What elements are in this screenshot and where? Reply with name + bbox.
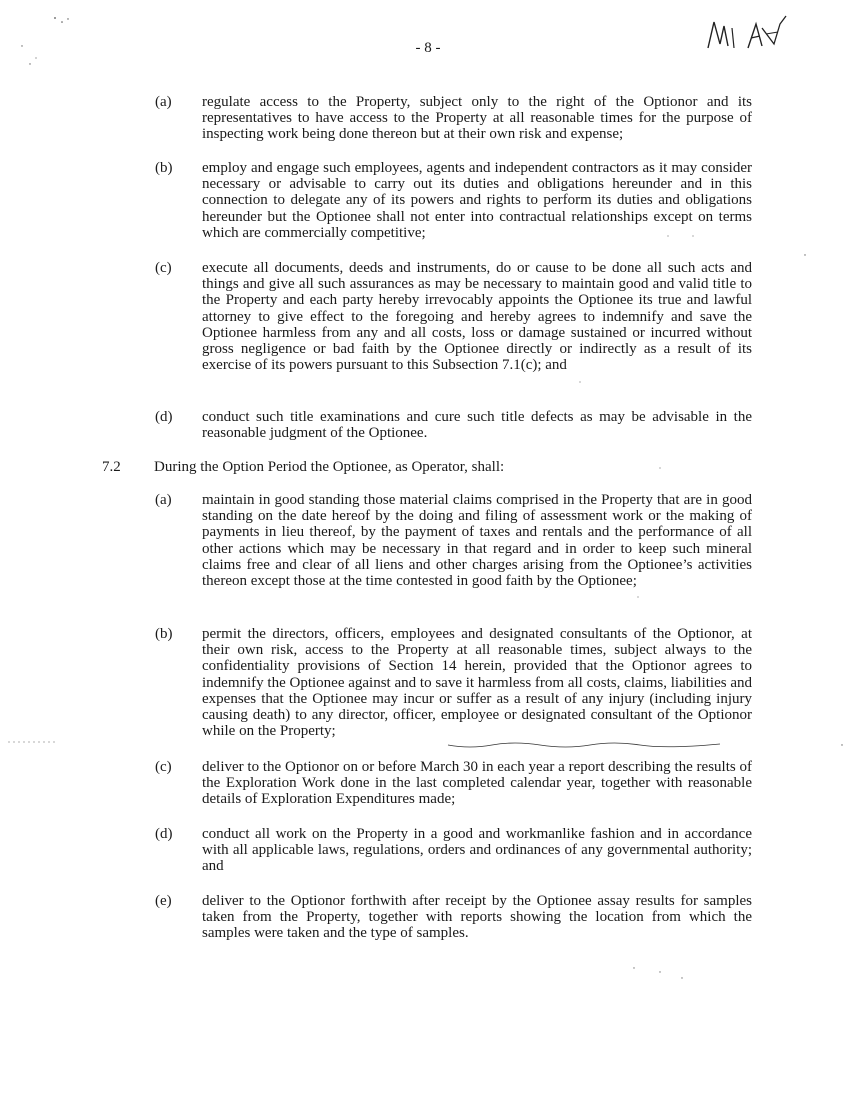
- clause-label: (d): [155, 826, 173, 842]
- clause-label: (e): [155, 893, 172, 909]
- section-number: 7.2: [102, 459, 121, 475]
- clause-text: permit the directors, officers, employees and designated consultants of the Optionor, at their own risk, access to the Property at all reasonable times, subject always to the confidentiality provisions of Section 14 herein, provided that the Optionor agrees to indemnify the Optionee against and to save it harmless from all costs, claims, liabilities and expenses that the Optionee may incur or suffer as a result of any injury (including injury causing death) to any director, officer, employee or designated consultant of the Optionor while on the Property;: [202, 626, 752, 740]
- clause-label: (c): [155, 759, 172, 775]
- clause-label: (b): [155, 160, 173, 176]
- clause-text: regulate access to the Property, subject only to the right of the Optionor and its representatives to have access to the Property at all reasonable times for the purpose of inspecting work being done thereon but at their own risk and expense;: [202, 94, 752, 143]
- clause-text: conduct all work on the Property in a good and workmanlike fashion and in accordance with all applicable laws, regulations, orders and ordinances of any governmental authority; and: [202, 826, 752, 875]
- clause-label: (b): [155, 626, 173, 642]
- clause-text: execute all documents, deeds and instruments, do or cause to be done all such acts and things and give all such assurances as may be necessary to maintain good and valid title to the Property and each party hereby irrevocably appoints the Optionee its true and lawful attorney to give effect to the foregoing and hereby agrees to indemnify and save the Optionee harmless from any and all costs, loss or damage sustained or incurred without gross negligence or bad faith by the Optionee directly or indirectly as a result of its exercise of its powers pursuant to this Subsection 7.1(c); and: [202, 260, 752, 374]
- clause-text: conduct such title examinations and cure such title defects as may be advisable in the reasonable judgment of the Optionee.: [202, 409, 752, 442]
- clause-label: (d): [155, 409, 173, 425]
- clause-text: employ and engage such employees, agents and independent contractors as it may consider necessary or advisable to carry out its duties and obligations hereunder and in this connection to delegate any of its powers and rights to perform its duties and obligations hereunder but the Optionee shall not enter into contractual relationships except on terms which are commercially competitive;: [202, 160, 752, 241]
- clause-text: deliver to the Optionor forthwith after receipt by the Optionee assay results for samples taken from the Property, together with reports showing the location from which the samples were taken and the type of samples.: [202, 893, 752, 942]
- clause-text: deliver to the Optionor on or before March 30 in each year a report describing the results of the Exploration Work done in the last completed calendar year, together with reasonable details of Exploration Expenditures made;: [202, 759, 752, 808]
- clause-label: (a): [155, 94, 172, 110]
- section-heading: During the Option Period the Optionee, as Operator, shall:: [154, 459, 505, 475]
- clause-label: (c): [155, 260, 172, 276]
- clause-label: (a): [155, 492, 172, 508]
- clause-text: maintain in good standing those material claims comprised in the Property that are in good standing on the date hereof by the doing and filing of assessment work or the making of payments in lieu thereof, by the payment of taxes and rentals and the performance of all other actions which may be necessary in that regard and in order to keep such mineral claims free and clear of all liens and other charges arising from the Optionee’s activities thereon except those at the time contested in good faith by the Optionee;: [202, 492, 752, 590]
- page-number: - 8 -: [415, 40, 441, 56]
